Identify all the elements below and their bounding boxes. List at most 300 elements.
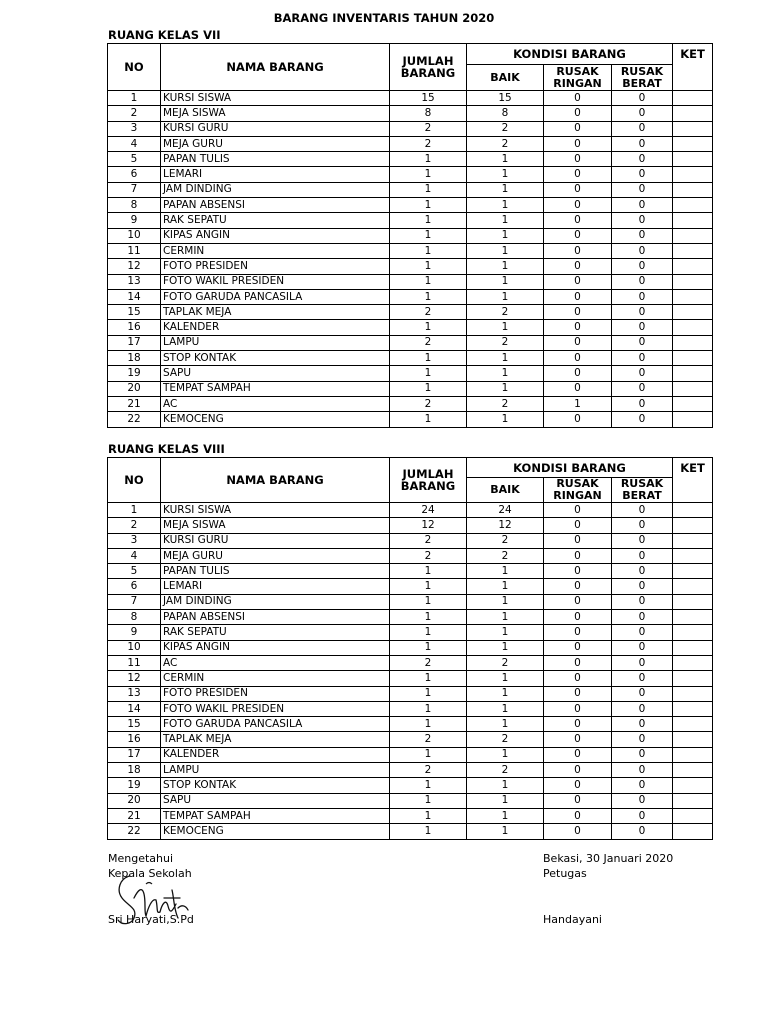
- row-no: 16: [108, 732, 161, 747]
- baik: 1: [467, 610, 544, 625]
- jumlah-barang: 2: [390, 732, 467, 747]
- ket: [673, 717, 713, 732]
- ket: [673, 351, 713, 366]
- rusak-ringan: 0: [544, 381, 612, 396]
- rusak-ringan: 0: [544, 198, 612, 213]
- ket: [673, 503, 713, 518]
- rusak-ringan: 0: [544, 182, 612, 197]
- jumlah-barang: 2: [390, 305, 467, 320]
- ket: [673, 396, 713, 411]
- row-no: 11: [108, 655, 161, 670]
- header-rusak-berat: RUSAK BERAT: [612, 65, 673, 91]
- handwritten-signature-icon: [108, 868, 194, 930]
- ket: [673, 655, 713, 670]
- item-name: RAK SEPATU: [161, 625, 390, 640]
- header-rusak-ringan: RUSAK RINGAN: [544, 65, 612, 91]
- rusak-ringan: 0: [544, 106, 612, 121]
- baik: 15: [467, 91, 544, 106]
- baik: 1: [467, 213, 544, 228]
- table-row: [108, 396, 713, 411]
- item-name: FOTO PRESIDEN: [161, 686, 390, 701]
- baik: 1: [467, 778, 544, 793]
- item-name: PAPAN TULIS: [161, 564, 390, 579]
- rusak-ringan: 0: [544, 625, 612, 640]
- row-no: 4: [108, 136, 161, 151]
- table-row: [108, 793, 713, 808]
- item-name: MEJA GURU: [161, 548, 390, 563]
- table-row: [108, 320, 713, 335]
- rusak-berat: 0: [612, 91, 673, 106]
- row-no: 12: [108, 671, 161, 686]
- row-no: 1: [108, 91, 161, 106]
- item-name: FOTO WAKIL PRESIDEN: [161, 701, 390, 716]
- row-no: 1: [108, 503, 161, 518]
- table-row: [108, 381, 713, 396]
- item-name: JAM DINDING: [161, 594, 390, 609]
- row-no: 3: [108, 533, 161, 548]
- item-name: KEMOCENG: [161, 412, 390, 427]
- table-row: [108, 717, 713, 732]
- rusak-berat: 0: [612, 579, 673, 594]
- ket: [673, 243, 713, 258]
- baik: 2: [467, 305, 544, 320]
- rusak-ringan: 0: [544, 518, 612, 533]
- rusak-ringan: 0: [544, 717, 612, 732]
- jumlah-barang: 1: [390, 808, 467, 823]
- rusak-berat: 0: [612, 289, 673, 304]
- rusak-ringan: 0: [544, 808, 612, 823]
- rusak-ringan: 0: [544, 167, 612, 182]
- ket: [673, 320, 713, 335]
- rusak-berat: 0: [612, 152, 673, 167]
- rusak-berat: 0: [612, 808, 673, 823]
- jumlah-barang: 1: [390, 381, 467, 396]
- baik: 1: [467, 747, 544, 762]
- baik: 1: [467, 152, 544, 167]
- row-no: 11: [108, 243, 161, 258]
- rusak-berat: 0: [612, 106, 673, 121]
- row-no: 3: [108, 121, 161, 136]
- item-name: FOTO PRESIDEN: [161, 259, 390, 274]
- rusak-ringan: 0: [544, 564, 612, 579]
- rusak-ringan: 0: [544, 289, 612, 304]
- baik: 1: [467, 594, 544, 609]
- row-no: 14: [108, 289, 161, 304]
- table-row: [108, 747, 713, 762]
- rusak-ringan: 0: [544, 548, 612, 563]
- table-row: [108, 351, 713, 366]
- row-no: 10: [108, 640, 161, 655]
- ket: [673, 671, 713, 686]
- ket: [673, 289, 713, 304]
- rusak-berat: 0: [612, 198, 673, 213]
- jumlah-barang: 15: [390, 91, 467, 106]
- section-label-kelas-viii: RUANG KELAS VIII: [108, 442, 225, 456]
- table-row: [108, 106, 713, 121]
- ket: [673, 152, 713, 167]
- header-no: NO: [108, 44, 161, 91]
- rusak-ringan: 0: [544, 793, 612, 808]
- table-row: [108, 763, 713, 778]
- ket: [673, 564, 713, 579]
- rusak-berat: 0: [612, 655, 673, 670]
- row-no: 7: [108, 594, 161, 609]
- table-row: [108, 213, 713, 228]
- rusak-ringan: 0: [544, 228, 612, 243]
- jumlah-barang: 1: [390, 594, 467, 609]
- rusak-ringan: 0: [544, 824, 612, 839]
- ket: [673, 747, 713, 762]
- table-row: [108, 91, 713, 106]
- jumlah-barang: 1: [390, 671, 467, 686]
- ket: [673, 701, 713, 716]
- rusak-ringan: 0: [544, 594, 612, 609]
- table-row: [108, 167, 713, 182]
- ket: [673, 274, 713, 289]
- jumlah-barang: 2: [390, 548, 467, 563]
- baik: 2: [467, 533, 544, 548]
- jumlah-barang: 1: [390, 182, 467, 197]
- header-nama-barang: NAMA BARANG: [161, 458, 390, 503]
- row-no: 6: [108, 579, 161, 594]
- baik: 1: [467, 793, 544, 808]
- rusak-ringan: 0: [544, 671, 612, 686]
- signature-left-line1: Mengetahui: [108, 852, 174, 865]
- rusak-ringan: 0: [544, 701, 612, 716]
- table-row: [108, 274, 713, 289]
- jumlah-barang: 1: [390, 228, 467, 243]
- row-no: 12: [108, 259, 161, 274]
- item-name: LEMARI: [161, 167, 390, 182]
- rusak-berat: 0: [612, 763, 673, 778]
- item-name: TEMPAT SAMPAH: [161, 381, 390, 396]
- rusak-ringan: 0: [544, 213, 612, 228]
- baik: 2: [467, 763, 544, 778]
- item-name: JAM DINDING: [161, 182, 390, 197]
- row-no: 9: [108, 625, 161, 640]
- row-no: 18: [108, 763, 161, 778]
- rusak-ringan: 0: [544, 305, 612, 320]
- jumlah-barang: 2: [390, 763, 467, 778]
- ket: [673, 121, 713, 136]
- table-row: [108, 671, 713, 686]
- row-no: 5: [108, 564, 161, 579]
- header-no: NO: [108, 458, 161, 503]
- baik: 8: [467, 106, 544, 121]
- header-kondisi-barang: KONDISI BARANG: [467, 458, 673, 478]
- baik: 12: [467, 518, 544, 533]
- jumlah-barang: 1: [390, 167, 467, 182]
- item-name: CERMIN: [161, 243, 390, 258]
- table-row: [108, 610, 713, 625]
- item-name: PAPAN ABSENSI: [161, 198, 390, 213]
- rusak-ringan: 0: [544, 91, 612, 106]
- jumlah-barang: 2: [390, 533, 467, 548]
- rusak-ringan: 0: [544, 579, 612, 594]
- jumlah-barang: 1: [390, 274, 467, 289]
- table-row: [108, 808, 713, 823]
- table-row: [108, 259, 713, 274]
- ket: [673, 640, 713, 655]
- rusak-berat: 0: [612, 732, 673, 747]
- baik: 2: [467, 121, 544, 136]
- table-row: [108, 121, 713, 136]
- rusak-berat: 0: [612, 671, 673, 686]
- table-row: [108, 655, 713, 670]
- baik: 1: [467, 228, 544, 243]
- baik: 1: [467, 351, 544, 366]
- table-row: [108, 305, 713, 320]
- table-row: [108, 686, 713, 701]
- item-name: FOTO GARUDA PANCASILA: [161, 717, 390, 732]
- jumlah-barang: 1: [390, 213, 467, 228]
- rusak-ringan: 0: [544, 351, 612, 366]
- ket: [673, 625, 713, 640]
- item-name: AC: [161, 655, 390, 670]
- jumlah-barang: 1: [390, 778, 467, 793]
- rusak-ringan: 0: [544, 503, 612, 518]
- section-label-kelas-vii: RUANG KELAS VII: [108, 28, 221, 42]
- ket: [673, 136, 713, 151]
- row-no: 21: [108, 396, 161, 411]
- ket: [673, 533, 713, 548]
- baik: 1: [467, 579, 544, 594]
- table-row: [108, 732, 713, 747]
- table-row: [108, 289, 713, 304]
- baik: 1: [467, 564, 544, 579]
- rusak-ringan: 0: [544, 412, 612, 427]
- baik: 1: [467, 259, 544, 274]
- rusak-berat: 0: [612, 167, 673, 182]
- jumlah-barang: 1: [390, 610, 467, 625]
- ket: [673, 548, 713, 563]
- item-name: CERMIN: [161, 671, 390, 686]
- rusak-berat: 0: [612, 594, 673, 609]
- rusak-berat: 0: [612, 366, 673, 381]
- rusak-berat: 0: [612, 717, 673, 732]
- table-row: [108, 366, 713, 381]
- ket: [673, 763, 713, 778]
- baik: 1: [467, 381, 544, 396]
- rusak-berat: 0: [612, 213, 673, 228]
- ket: [673, 167, 713, 182]
- table-row: [108, 778, 713, 793]
- signature-right-line1: Bekasi, 30 Januari 2020: [543, 852, 674, 865]
- rusak-berat: 0: [612, 351, 673, 366]
- rusak-ringan: 0: [544, 778, 612, 793]
- ket: [673, 808, 713, 823]
- baik: 2: [467, 732, 544, 747]
- jumlah-barang: 1: [390, 824, 467, 839]
- row-no: 17: [108, 335, 161, 350]
- ket: [673, 778, 713, 793]
- header-ket: KET: [673, 44, 713, 91]
- rusak-ringan: 0: [544, 121, 612, 136]
- ket: [673, 732, 713, 747]
- jumlah-barang: 1: [390, 351, 467, 366]
- baik: 1: [467, 366, 544, 381]
- baik: 1: [467, 243, 544, 258]
- rusak-berat: 0: [612, 136, 673, 151]
- row-no: 8: [108, 198, 161, 213]
- jumlah-barang: 1: [390, 366, 467, 381]
- row-no: 2: [108, 106, 161, 121]
- signature-left-name: Sri Haryati,S.Pd: [108, 913, 194, 926]
- rusak-ringan: 0: [544, 320, 612, 335]
- item-name: MEJA SISWA: [161, 518, 390, 533]
- jumlah-barang: 2: [390, 396, 467, 411]
- header-rusak-ringan: RUSAK RINGAN: [544, 478, 612, 503]
- jumlah-barang: 2: [390, 655, 467, 670]
- jumlah-barang: 1: [390, 625, 467, 640]
- rusak-berat: 0: [612, 824, 673, 839]
- rusak-ringan: 0: [544, 243, 612, 258]
- table-row: [108, 548, 713, 563]
- jumlah-barang: 1: [390, 793, 467, 808]
- signature-left-line2: Kepala Sekolah: [108, 867, 192, 880]
- item-name: TAPLAK MEJA: [161, 305, 390, 320]
- item-name: KALENDER: [161, 320, 390, 335]
- header-jumlah-barang: JUMLAH BARANG: [390, 44, 467, 91]
- rusak-berat: 0: [612, 305, 673, 320]
- table-row: [108, 824, 713, 839]
- rusak-berat: 0: [612, 396, 673, 411]
- baik: 1: [467, 412, 544, 427]
- inventory-table-kelas-viii: [107, 457, 713, 840]
- ket: [673, 793, 713, 808]
- ket: [673, 335, 713, 350]
- header-rusak-berat: RUSAK BERAT: [612, 478, 673, 503]
- baik: 2: [467, 548, 544, 563]
- item-name: KURSI SISWA: [161, 91, 390, 106]
- jumlah-barang: 2: [390, 121, 467, 136]
- signature-right-name: Handayani: [543, 913, 602, 926]
- row-no: 9: [108, 213, 161, 228]
- item-name: SAPU: [161, 366, 390, 381]
- ket: [673, 381, 713, 396]
- rusak-berat: 0: [612, 701, 673, 716]
- rusak-berat: 0: [612, 259, 673, 274]
- jumlah-barang: 24: [390, 503, 467, 518]
- row-no: 2: [108, 518, 161, 533]
- table-row: [108, 503, 713, 518]
- baik: 1: [467, 625, 544, 640]
- header-nama-barang: NAMA BARANG: [161, 44, 390, 91]
- item-name: KIPAS ANGIN: [161, 228, 390, 243]
- baik: 2: [467, 136, 544, 151]
- rusak-ringan: 0: [544, 152, 612, 167]
- ket: [673, 824, 713, 839]
- row-no: 6: [108, 167, 161, 182]
- ket: [673, 182, 713, 197]
- header-ket: KET: [673, 458, 713, 503]
- header-baik: BAIK: [467, 65, 544, 91]
- rusak-berat: 0: [612, 243, 673, 258]
- rusak-berat: 0: [612, 548, 673, 563]
- item-name: FOTO WAKIL PRESIDEN: [161, 274, 390, 289]
- jumlah-barang: 1: [390, 717, 467, 732]
- row-no: 19: [108, 778, 161, 793]
- baik: 2: [467, 396, 544, 411]
- inventory-table-kelas-vii: [107, 43, 713, 428]
- table-row: [108, 625, 713, 640]
- row-no: 10: [108, 228, 161, 243]
- row-no: 8: [108, 610, 161, 625]
- item-name: MEJA SISWA: [161, 106, 390, 121]
- row-no: 15: [108, 305, 161, 320]
- ket: [673, 305, 713, 320]
- jumlah-barang: 1: [390, 259, 467, 274]
- item-name: SAPU: [161, 793, 390, 808]
- ket: [673, 412, 713, 427]
- row-no: 19: [108, 366, 161, 381]
- item-name: LAMPU: [161, 763, 390, 778]
- item-name: LAMPU: [161, 335, 390, 350]
- table-row: [108, 412, 713, 427]
- ket: [673, 91, 713, 106]
- baik: 1: [467, 640, 544, 655]
- jumlah-barang: 1: [390, 686, 467, 701]
- row-no: 22: [108, 824, 161, 839]
- item-name: KALENDER: [161, 747, 390, 762]
- baik: 1: [467, 198, 544, 213]
- rusak-berat: 0: [612, 625, 673, 640]
- jumlah-barang: 1: [390, 243, 467, 258]
- row-no: 5: [108, 152, 161, 167]
- baik: 1: [467, 686, 544, 701]
- jumlah-barang: 12: [390, 518, 467, 533]
- rusak-berat: 0: [612, 381, 673, 396]
- baik: 1: [467, 274, 544, 289]
- baik: 2: [467, 655, 544, 670]
- baik: 2: [467, 335, 544, 350]
- rusak-berat: 0: [612, 686, 673, 701]
- jumlah-barang: 1: [390, 747, 467, 762]
- rusak-berat: 0: [612, 533, 673, 548]
- item-name: STOP KONTAK: [161, 351, 390, 366]
- jumlah-barang: 1: [390, 289, 467, 304]
- rusak-berat: 0: [612, 747, 673, 762]
- jumlah-barang: 2: [390, 136, 467, 151]
- rusak-berat: 0: [612, 335, 673, 350]
- rusak-berat: 0: [612, 228, 673, 243]
- item-name: TEMPAT SAMPAH: [161, 808, 390, 823]
- rusak-ringan: 0: [544, 259, 612, 274]
- baik: 1: [467, 671, 544, 686]
- row-no: 22: [108, 412, 161, 427]
- jumlah-barang: 1: [390, 564, 467, 579]
- page-title: BARANG INVENTARIS TAHUN 2020: [273, 11, 495, 25]
- row-no: 13: [108, 686, 161, 701]
- row-no: 17: [108, 747, 161, 762]
- item-name: MEJA GURU: [161, 136, 390, 151]
- baik: 1: [467, 717, 544, 732]
- item-name: KURSI SISWA: [161, 503, 390, 518]
- baik: 24: [467, 503, 544, 518]
- jumlah-barang: 1: [390, 152, 467, 167]
- ket: [673, 106, 713, 121]
- rusak-berat: 0: [612, 121, 673, 136]
- row-no: 13: [108, 274, 161, 289]
- rusak-berat: 0: [612, 518, 673, 533]
- baik: 1: [467, 320, 544, 335]
- row-no: 7: [108, 182, 161, 197]
- table-row: [108, 533, 713, 548]
- row-no: 16: [108, 320, 161, 335]
- item-name: FOTO GARUDA PANCASILA: [161, 289, 390, 304]
- table-row: [108, 335, 713, 350]
- item-name: KIPAS ANGIN: [161, 640, 390, 655]
